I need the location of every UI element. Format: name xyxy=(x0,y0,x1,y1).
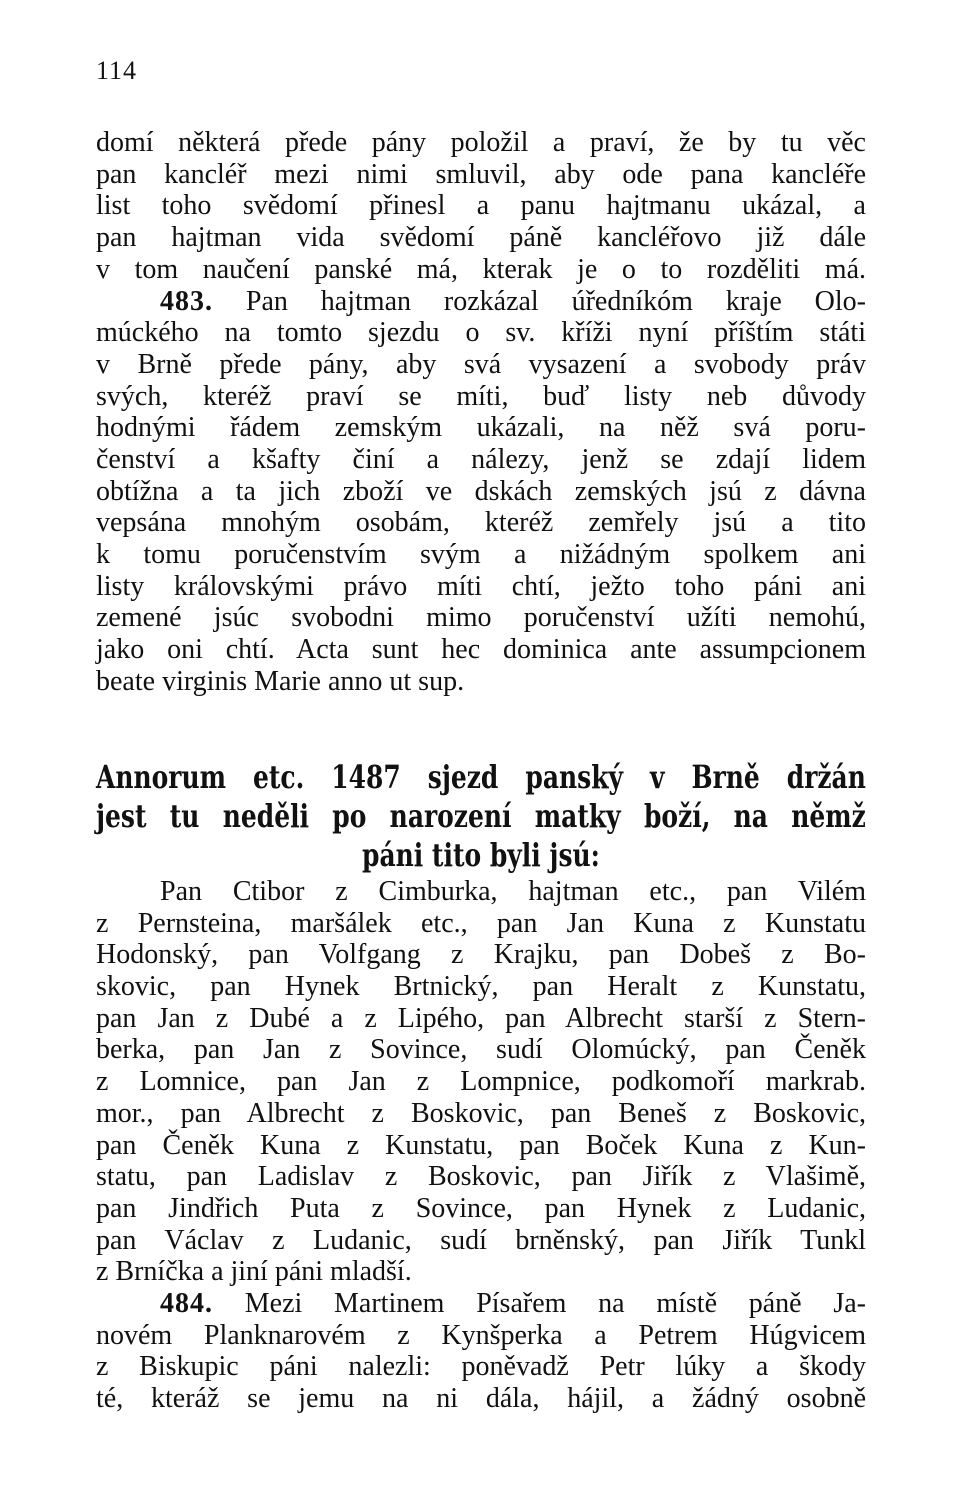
text-line: list toho svědomí přinesl a panu hajtmanu ukázal, a xyxy=(96,190,866,222)
heading-line: jest tu neděli po narození matky boží, na němž xyxy=(96,797,866,835)
text-line: pan Jan z Dubé a z Lipého, pan Albrecht starší z Stern- xyxy=(96,1002,866,1034)
text-line: Hodonský, pan Volfgang z Krajku, pan Dobeš z Bo- xyxy=(96,939,866,971)
text-line: vepsána mnohým osobám, kteréž zemřely jsú a tito xyxy=(96,507,866,539)
page-number: 114 xyxy=(96,56,138,85)
text-line: múckého na tomto sjezdu o sv. kříži nyní příštím státi xyxy=(96,317,866,349)
text-line: pan Čeněk Kuna z Kunstatu, pan Boček Kuna z Kun- xyxy=(96,1129,866,1161)
section-heading xyxy=(96,758,866,875)
text-line: té, kteráž se jemu na ni dála, hájil, a žádný osobně xyxy=(96,1383,866,1415)
text-line: pan Jindřich Puta z Sovince, pan Hynek z Ludanic, xyxy=(96,1192,866,1224)
text-line: mor., pan Albrecht z Boskovic, pan Beneš z Boskovic, xyxy=(96,1097,866,1129)
heading-line: Annorum etc. 1487 sjezd panský v Brně držán xyxy=(96,758,866,796)
text-line: svých, kteréž praví se míti, buď listy neb důvody xyxy=(96,380,866,412)
section-first-line-text: Pan hajtman rozkázal úředníkóm kraje Olo- xyxy=(213,285,866,317)
section-number: 484. xyxy=(160,1288,213,1319)
heading-line: páni tito byli jsú: xyxy=(361,836,600,874)
text-line: z Pernsteina, maršálek etc., pan Jan Kuna z Kunstatu xyxy=(96,907,866,939)
section-first-line-text: Mezi Martinem Písařem na místě páně Ja- xyxy=(213,1288,866,1319)
paragraph-continuation xyxy=(96,127,866,285)
text-line: čenství a kšafty činí a nálezy, jenž se zdají lidem xyxy=(96,443,866,475)
text-line: jako oni chtí. Acta sunt hec dominica ante assumpcionem xyxy=(96,634,866,666)
text-line: listy královskými právo míti chtí, ježto toho páni ani xyxy=(96,570,866,602)
text-line: novém Planknarovém z Kynšperka a Petrem Húgvicem xyxy=(96,1319,866,1351)
text-line: k tomu poručenstvím svým a nižádným spolkem ani xyxy=(96,539,866,570)
text-line: domí některá přede pány položil a praví, že by tu věc xyxy=(96,127,866,158)
text-line: beate virginis Marie anno ut sup. xyxy=(96,665,465,697)
text-line: zemené jsúc svobodni mimo poručenství užíti nemohú, xyxy=(96,602,866,634)
text-line: v tom naučení panské má, kterak je o to rozděliti má. xyxy=(96,253,866,285)
text-line: berka, pan Jan z Sovince, sudí Olomúcký, pan Čeněk xyxy=(96,1034,866,1066)
section-first-line xyxy=(96,286,866,318)
text-line: skovic, pan Hynek Brtnický, pan Heralt z Kunstatu, xyxy=(96,971,866,1003)
attendees-paragraph xyxy=(96,876,866,1288)
text-line: obtížna a ta jich zboží ve dskách zemských jsú z dávna xyxy=(96,475,866,507)
section-483 xyxy=(96,286,866,698)
text-line: v Brně přede pány, aby svá vysazení a svobody práv xyxy=(96,348,866,380)
section-484 xyxy=(96,1288,866,1415)
text-line: statu, pan Ladislav z Boskovic, pan Jiřík z Vlašimě, xyxy=(96,1161,866,1193)
text-line: hodnými řádem zemským ukázali, na něž svá poru- xyxy=(96,412,866,444)
text-line: pan hajtman vida svědomí páně kancléřovo již dále xyxy=(96,222,866,254)
text-line: pan Václav z Ludanic, sudí brněnský, pan Jiřík Tunkl xyxy=(96,1224,866,1256)
text-line: Pan Ctibor z Cimburka, hajtman etc., pan Vilém xyxy=(160,876,866,907)
text-line: z Brníčka a jiní páni mladší. xyxy=(96,1256,412,1288)
text-line: z Biskupic páni nalezli: poněvadž Petr lúky a škody xyxy=(96,1351,866,1383)
section-number: 483. xyxy=(160,285,213,317)
text-line: pan kancléř mezi nimi smluvil, aby ode pana kancléře xyxy=(96,158,866,190)
section-first-line xyxy=(96,1288,866,1320)
text-line: z Lomnice, pan Jan z Lompnice, podkomoří markrab. xyxy=(96,1066,866,1098)
